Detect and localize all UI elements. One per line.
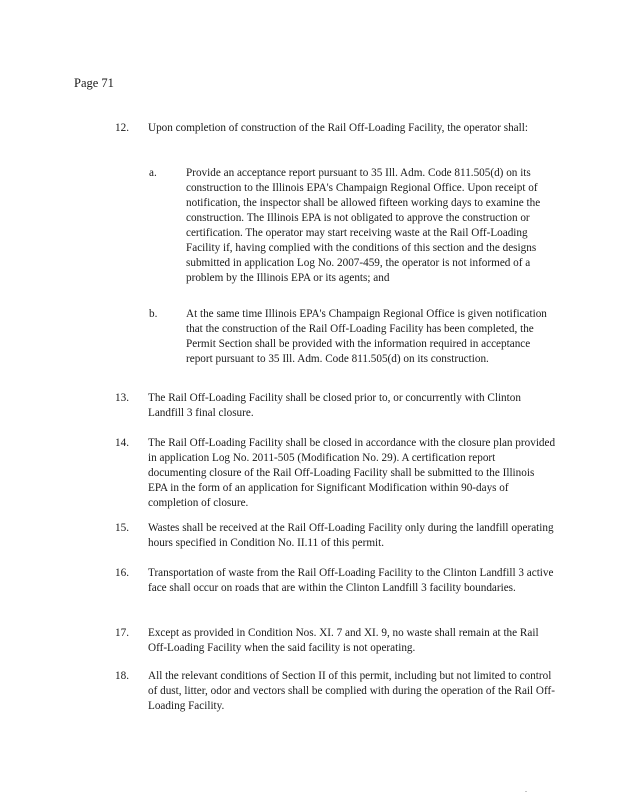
footer-mark: . <box>525 785 527 794</box>
condition-number: 12. <box>115 122 129 134</box>
page-header: Page 71 <box>74 76 114 90</box>
condition-text: All the relevant conditions of Section II of this permit, including but not limited to control of dust, litter, odor and vectors shall be complied with during the operation of the Rail Off-Loading Facility. <box>148 670 555 712</box>
condition-number: 18. <box>115 670 129 682</box>
condition-text: Upon completion of construction of the Rail Off-Loading Facility, the operator shall: <box>148 122 528 134</box>
subcondition-text: Provide an acceptance report pursuant to 35 Ill. Adm. Code 811.505(d) on its construction to the Illinois EPA's Champaign Regional Office. Upon receipt of notification, the inspector shall be allowed fifteen working days to examine the construction. The Illinois EPA is not obligated to approve the construction or certification. The operator may start receiving waste at the Rail Off-Loading Facility if, having complied with the conditions of this section and the designs submitted in application Log No. 2007-459, the operator is not informed of a problem by the Illinois EPA or its agents; and <box>186 167 541 284</box>
condition-text: The Rail Off-Loading Facility shall be closed prior to, or concurrently with Clinton Landfill 3 final closure. <box>148 392 521 419</box>
condition-number: 16. <box>115 567 129 579</box>
condition-number: 15. <box>115 522 129 534</box>
subcondition-letter: a. <box>149 167 157 179</box>
condition-number: 14. <box>115 437 129 449</box>
condition-text: The Rail Off-Loading Facility shall be closed in accordance with the closure plan provided in application Log No. 2011-505 (Modification No. 29). A certification report documenting closure of the Rail Off-Loading Facility shall be submitted to the Illinois EPA in the form of an application for Significant Modification within 90-days of completion of closure. <box>148 437 556 509</box>
condition-number: 13. <box>115 392 129 404</box>
subcondition-text: At the same time Illinois EPA's Champaign Regional Office is given notification that the construction of the Rail Off-Loading Facility has been completed, the Permit Section shall be provided with the information required in acceptance report pursuant to 35 Ill. Adm. Code 811.505(d) on its construction. <box>186 308 547 365</box>
condition-text: Except as provided in Condition Nos. XI. 7 and XI. 9, no waste shall remain at the Rail Off-Loading Facility when the said facility is not operating. <box>148 627 539 654</box>
subcondition-letter: b. <box>149 308 158 320</box>
condition-text: Transportation of waste from the Rail Off-Loading Facility to the Clinton Landfill 3 active face shall occur on roads that are within the Clinton Landfill 3 facility boundaries. <box>148 567 554 594</box>
condition-text: Wastes shall be received at the Rail Off-Loading Facility only during the landfill operating hours specified in Condition No. II.11 of this permit. <box>148 522 554 549</box>
condition-number: 17. <box>115 627 129 639</box>
